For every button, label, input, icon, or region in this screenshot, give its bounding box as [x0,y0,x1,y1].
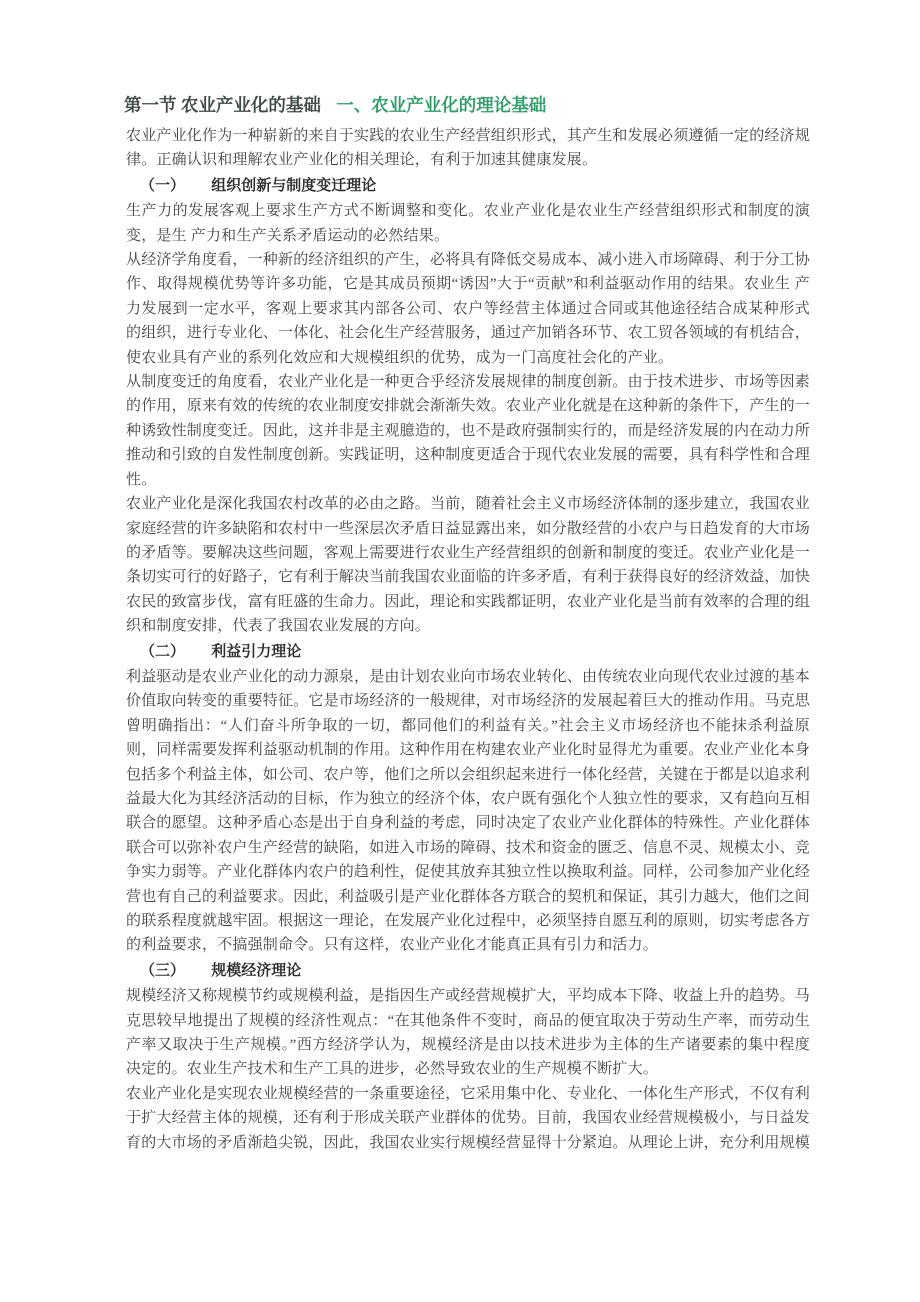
section-title: 第一节 农业产业化的基础 [124,95,321,115]
subsection-title: 一、农业产业化的理论基础 [336,95,547,115]
heading-organization-innovation [126,174,810,198]
intro-paragraph: 农业产业化作为一种崭新的来自于实践的农业生产经营组织形式，其产生和发展必须遵循一定的经济规 律。正确认识和理解农业产业化的相关理论，有利于加速其健康发展。 [126,128,811,169]
paragraph-economics-view: 从经济学角度看，一种新的经济组织的产生，必将具有降低交易成本、减小进入市场障碍、利于分工协 作、取得规模优势等许多功能，它是其成员预期“诱因”大于“贡献”和利益驱动作用的结果。农业生 产力发展到一定水平，客观上要求其内部各公司、农户等经营主体通过合同或其他途径结合成某种形式 的组织，进行专业化、一体化、社会化生产经营服务，通过产加销各环节、农工贸各领域的有机结合， 使农业具有产业的系列化效应和大规模组织的优势，成为一门高度社会化的产业。 [126,252,811,366]
heading-scale-economy [126,959,810,983]
paragraph-rural-reform: 农业产业化是深化我国农村改革的必由之路。当前，随着社会主义市场经济体制的逐步建立，我国农业 家庭经营的许多缺陷和农村中一些深层次矛盾日益显露出来，如分散经营的小农户与日趋发育的大市场 的矛盾等。要解决这些问题，客观上需要进行农业生产经营组织的创新和制度的变迁。农业产业化是一 条切实可行的好路子，它有利于解决当前我国农业面临的许多矛盾，有利于获得良好的经济效益，加快 农民的致富步伐，富有旺盛的生命力。因此，理论和实践都证明，农业产业化是当前有效率的合理的组 织和制度安排，代表了我国农业发展的方向。 [126,496,811,635]
heading-number: （一） [140,176,186,194]
paragraph-scale-operation: 农业产业化是实现农业规模经营的一条重要途径，它采用集中化、专业化、一体化生产形式，不仅有利 于扩大经营主体的规模，还有利于形成关联产业群体的优势。目前，我国农业经营规模极小，与日益发 育的大市场的矛盾渐趋尖锐，因此，我国农业实行规模经营显得十分紧迫。从理论上讲，充分利用规模 [126,1085,811,1151]
heading-label: 利益引力理论 [211,642,302,660]
paragraph-institutional-change: 从制度变迁的角度看，农业产业化是一种更合乎经济发展规律的制度创新。由于技术进步、市场等因素 的作用，原来有效的传统的农业制度安排就会渐渐失效。农业产业化就是在这种新的条件下，产生的一 种诱致性制度变迁。因此，这并非是主观臆造的，也不是政府强制实行的，而是经济发展的内在动力所 推动和引致的自发性制度创新。实践证明，这种制度更适合于现代农业发展的需要，具有科学性和合理 性。 [126,374,811,488]
heading-number: （二） [140,642,186,660]
heading-number: （三） [140,961,186,979]
heading-interest-attraction [126,640,810,664]
heading-label: 组织创新与制度变迁理论 [211,176,377,194]
heading-label: 规模经济理论 [211,961,302,979]
paragraph-productivity: 生产力的发展客观上要求生产方式不断调整和变化。农业产业化是农业生产经营组织形式和制度的演变，是生 产力和生产关系矛盾运动的必然结果。 [126,203,810,244]
page-title [124,93,810,117]
paragraph-scale-economy-definition: 规模经济又称规模节约或规模利益，是指因生产或经营规模扩大，平均成本下降、收益上升的趋势。马 克思较早地提出了规模的经济性观点：“在其他条件不变时，商品的便宜取决于劳动生产率，而劳动生 产率又取决于生产规模。”西方经济学认为，规模经济是由以技术进步为主体的生产诸要素的集中程度 决定的。农业生产技术和生产工具的进步，必然导致农业的生产规模不断扩大。 [126,988,811,1078]
paragraph-interest-drive: 利益驱动是农业产业化的动力源泉，是由计划农业向市场农业转化、由传统农业向现代农业过渡的基本 价值取向转变的重要特征。它是市场经济的一般规律，对市场经济的发展起着巨大的推动作用。马克思 曾明确指出：“人们奋斗所争取的一切，都同他们的利益有关。”社会主义市场经济也不能抹杀利益原 则，同样需要发挥利益驱动机制的作用。这种作用在构建农业产业化时显得尤为重要。农业产业化本身 包括多个利益主体，如公司、农户等，他们之所以会组织起来进行一体化经营，关键在于都是以追求利 益最大化为其经济活动的目标，作为独立的经济个体，农户既有强化个人独立性的要求，又有趋向互相 联合的愿望。这种矛盾心态是出于自身利益的考虑，同时决定了农业产业化群体的特殊性。产业化群体 联合可以弥补农户生产经营的缺陷，如进入市场的障碍、技术和资金的匮乏、信息不灵、规模太小、竞 争实力弱等。产业化群体内农户的趋利性，促使其放弃其独立性以换取利益。同样，公司参加产业化经 营也有自己的利益要求。因此，利益吸引是产业化群体各方联合的契机和保证，其引力越大，他们之间 的联系程度就越牢固。根据这一理论，在发展产业化过程中，必须坚持自愿互利的原则，切实考虑各方 的利益要求，不搞强制命令。只有这样，农业产业化才能真正具有引力和活力。 [126,668,811,954]
